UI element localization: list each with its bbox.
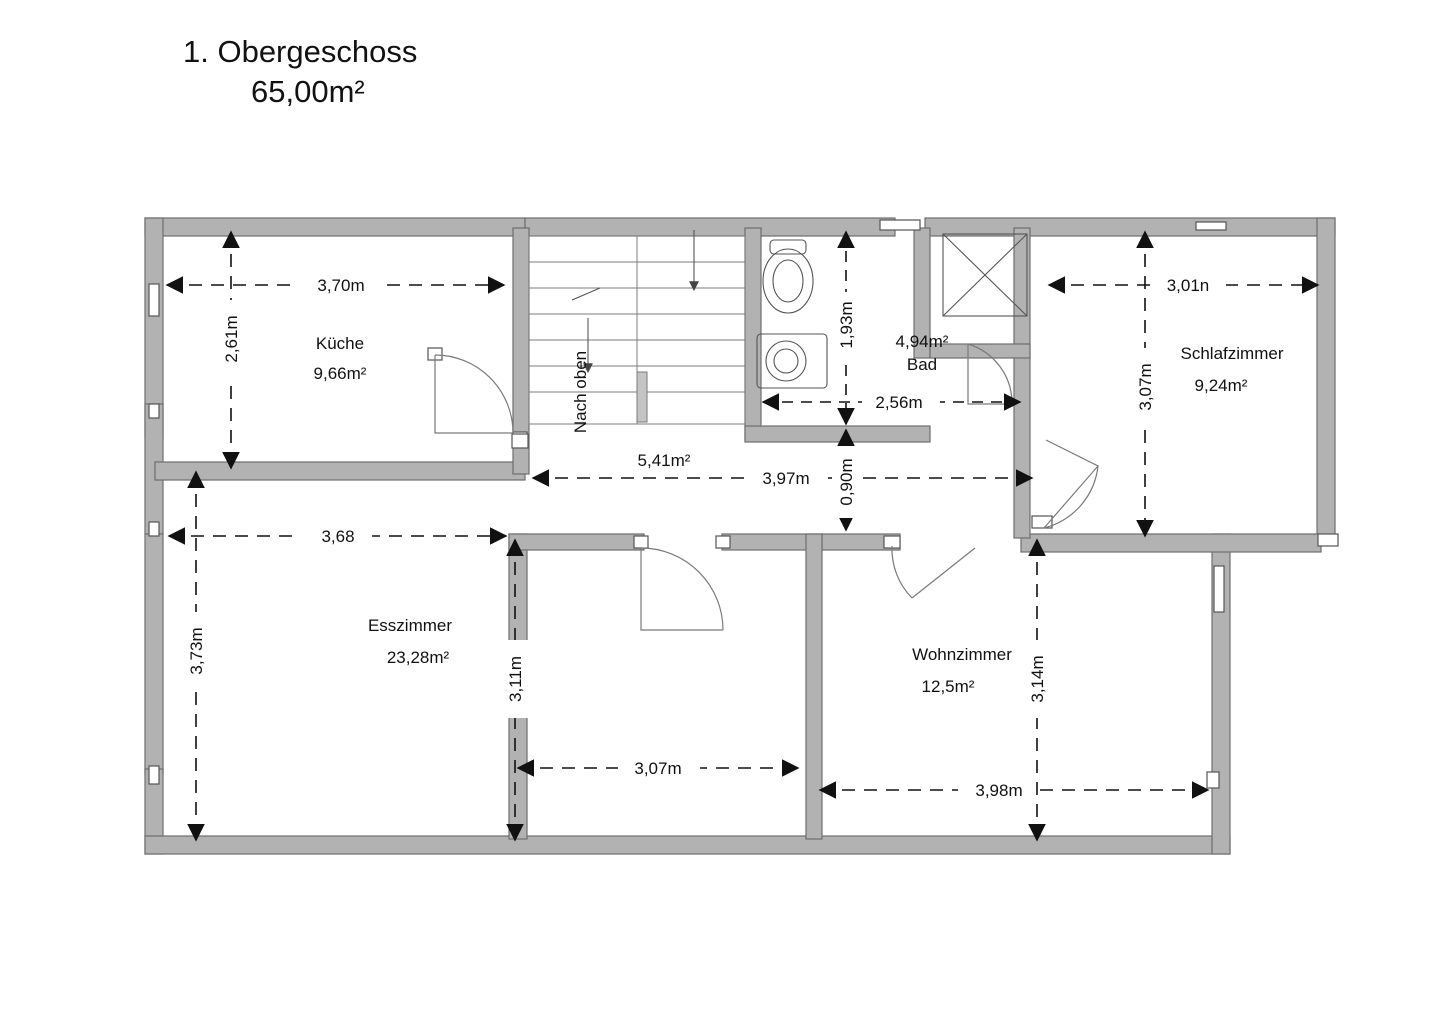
dim-text-kueche-width: 3,70m: [317, 276, 365, 295]
toilet-icon: [763, 249, 813, 313]
wall-right-step: [1021, 534, 1321, 552]
dim-text-flur-height: 0,90m: [837, 458, 856, 506]
wall-group-interior: [155, 228, 1030, 839]
door-leaf-mid: [641, 548, 723, 630]
door-frame-kueche-bottom: [512, 434, 528, 448]
dim-text-flur-width: 3,97m: [762, 469, 810, 488]
dim-text-bad-height: 1,93m: [837, 301, 856, 349]
title-line-area: 65,00m²: [251, 73, 365, 109]
wall-bottom: [145, 836, 1230, 854]
wall-right-upper: [1317, 218, 1335, 536]
room-label-wohnzimmer: Wohnzimmer: [912, 645, 1012, 664]
window-left-mid: [149, 404, 159, 418]
dim-text-mid-width: 3,07m: [634, 759, 682, 778]
room-label-esszimmer: Esszimmer: [367, 616, 453, 635]
window-group: [149, 220, 1338, 788]
dim-text-esszimmer-width: 3,68: [321, 527, 355, 546]
dim-text-schlafzimmer-height: 3,07m: [1136, 363, 1155, 411]
wall-bad-left: [745, 228, 761, 440]
wall-left-lower: [145, 534, 163, 774]
door-arc-wohnzimmer: [892, 546, 912, 598]
toilet-bowl-inner: [773, 260, 803, 302]
room-label-kueche: Küche: [315, 334, 365, 353]
room-area-bad: 4,94m²: [895, 332, 949, 351]
window-kueche-left: [149, 284, 159, 316]
dim-text-wohnzimmer-height: 3,14m: [1028, 655, 1047, 703]
door-frame-mid-left: [634, 536, 648, 548]
dim-text-kueche-height: 2,61m: [222, 315, 241, 363]
door-frame-mid-right: [716, 536, 730, 548]
door-arc-mid: [641, 548, 723, 630]
room-area-esszimmer: 23,28m²: [386, 648, 450, 667]
stairs-label: Nach oben: [571, 350, 590, 434]
staircase: [529, 230, 745, 433]
wall-top-mid: [525, 218, 895, 236]
door-leaf-kueche: [435, 355, 513, 433]
dim-text-mid-height: 3,11m: [506, 656, 525, 702]
bathroom-fixtures: [757, 234, 1027, 388]
window-bad-top: [880, 220, 920, 230]
room-area-wohnzimmer: 12,5m²: [921, 677, 975, 696]
stair-arrow-tick: [572, 288, 600, 300]
wall-kueche-bottom: [155, 462, 525, 480]
dim-text-bad-width: 2,56m: [875, 393, 923, 412]
dim-text-schlafzimmer-width: 3,01n: [1166, 276, 1210, 295]
window-wohnzimmer-right: [1214, 566, 1224, 612]
sink-basin: [766, 341, 806, 381]
room-label-bad: Bad: [906, 355, 938, 374]
wall-wohnzimmer-left: [806, 534, 822, 839]
wall-flur-bottom-left: [509, 534, 644, 550]
window-schlafzimmer-corner: [1318, 534, 1338, 546]
sink-drain: [774, 349, 798, 373]
wall-bad-right: [1014, 228, 1030, 538]
door-arc-kueche: [435, 355, 513, 433]
wall-top-left: [145, 218, 525, 236]
wall-top-right: [925, 218, 1335, 236]
dim-text-wohnzimmer-width: 3,98m: [975, 781, 1023, 800]
wall-bad-bottom: [745, 426, 930, 442]
stair-newel: [637, 372, 647, 422]
window-wohnzimmer-bottom: [1207, 772, 1219, 788]
room-label-schlafzimmer: Schlafzimmer: [1180, 344, 1284, 363]
window-esszimmer-left: [149, 766, 159, 784]
room-area-flur: 5,41m²: [637, 451, 691, 470]
window-left-esszimmer-top: [149, 522, 159, 536]
door-leaf-wohnzimmer: [912, 548, 975, 598]
title-line-floor: 1. Obergeschoss: [183, 34, 418, 69]
dim-text-esszimmer-height: 3,73m: [187, 627, 206, 675]
room-area-kueche: 9,66m²: [313, 364, 367, 383]
window-schlafzimmer-top: [1196, 222, 1226, 230]
room-area-schlafzimmer: 9,24m²: [1194, 376, 1248, 395]
toilet-tank: [770, 240, 806, 254]
